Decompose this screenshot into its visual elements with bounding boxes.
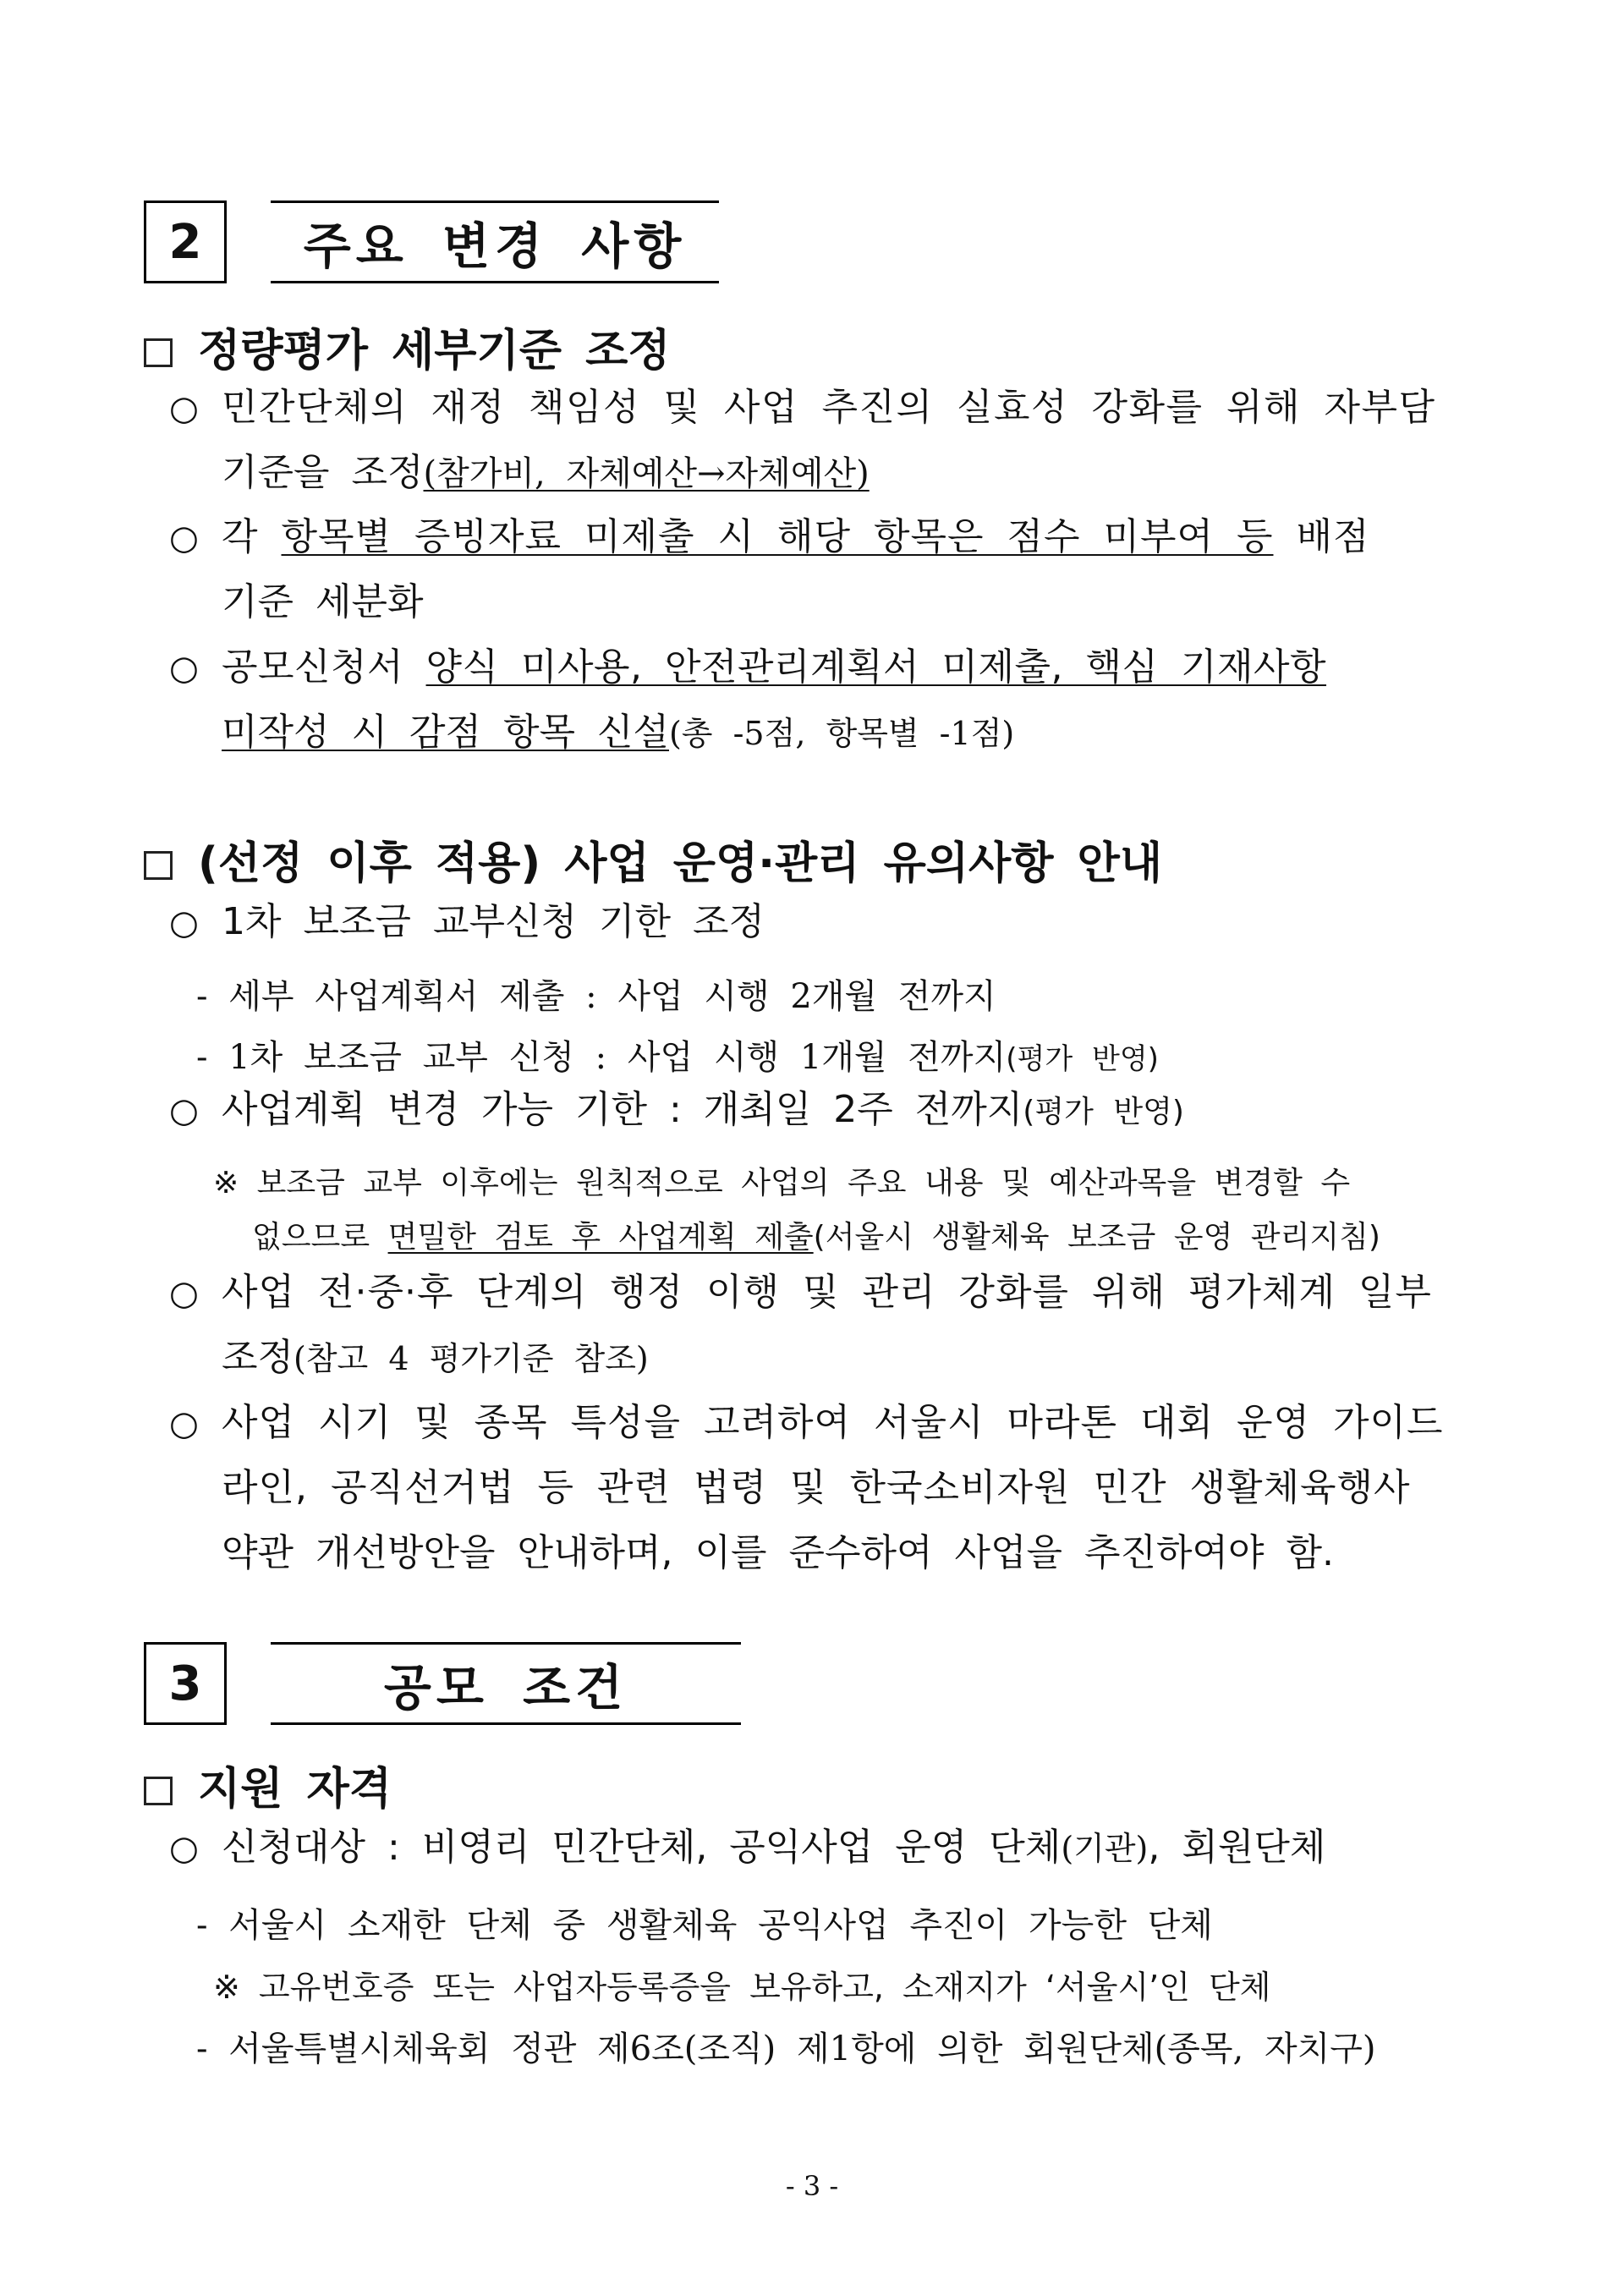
bullet-circle-icon: ○ <box>169 649 199 688</box>
note-line: 없으므로 면밀한 검토 후 사업계획 제출(서울시 생활체육 보조금 운영 관리지침) <box>252 1220 1380 1255</box>
sub-heading-2: (선정 이후 적용) 사업 운영·관리 유의사항 안내 <box>144 827 1162 891</box>
bullet-circle-icon: ○ <box>169 519 199 558</box>
text-line: 사업 시기 및 종목 특성을 고려하여 서울시 마라톤 대회 운영 가이드 <box>222 1401 1444 1444</box>
bullet-circle-icon: ○ <box>169 1829 199 1868</box>
bullet-circle-icon: ○ <box>169 904 199 942</box>
sub-heading-1: 정량평가 세부기준 조정 <box>144 315 671 378</box>
dash-item: - 1차 보조금 교부 신청 : 사업 시행 1개월 전까지(평가 반영) <box>196 1038 1159 1077</box>
text-line: 각 항목별 증빙자료 미제출 시 해당 항목은 점수 미부여 등 배점 <box>222 515 1370 558</box>
page-number: - 3 - <box>785 2170 839 2202</box>
text-line: 미작성 시 감점 항목 신설(총 -5점, 항목별 -1점) <box>222 711 1015 754</box>
text-line: 1차 보조금 교부신청 기한 조정 <box>222 900 765 943</box>
dash-item: - 서울시 소재한 단체 중 생활체육 공익사업 추진이 가능한 단체 <box>196 1906 1213 1945</box>
sub-heading-3: 지원 자격 <box>144 1753 392 1816</box>
text-line: 신청대상 : 비영리 민간단체, 공익사업 운영 단체(기관), 회원단체 <box>222 1826 1326 1869</box>
section-number-box: 3 <box>144 1642 227 1725</box>
checkbox-square-icon <box>144 1777 173 1805</box>
bullet-circle-icon: ○ <box>169 1091 199 1130</box>
text-line: 조정(참고 4 평가기준 참조) <box>222 1336 649 1379</box>
text-line: 사업계획 변경 가능 기한 : 개최일 2주 전까지(평가 반영) <box>222 1088 1184 1131</box>
dash-item: - 서울특별시체육회 정관 제6조(조직) 제1항에 의한 회원단체(종목, 자치구) <box>196 2030 1376 2068</box>
section-title: 공모 조건 <box>271 1642 741 1725</box>
text-line: 라인, 공직선거법 등 관련 법령 및 한국소비자원 민간 생활체육행사 <box>222 1466 1411 1509</box>
note-line: ※ 보조금 교부 이후에는 원칙적으로 사업의 주요 내용 및 예산과목을 변경할 수 <box>213 1166 1351 1200</box>
text-line: 사업 전·중·후 단계의 행정 이행 및 관리 강화를 위해 평가체계 일부 <box>222 1271 1432 1314</box>
text-line: 공모신청서 양식 미사용, 안전관리계획서 미제출, 핵심 기재사항 <box>222 645 1327 689</box>
text-line: 약관 개선방안을 안내하며, 이를 준수하여 사업을 추진하여야 함. <box>222 1531 1334 1574</box>
bullet-circle-icon: ○ <box>169 389 199 428</box>
checkbox-square-icon <box>144 338 173 367</box>
bullet-circle-icon: ○ <box>169 1274 199 1313</box>
text-line: 기준을 조정(참가비, 자체예산→자체예산) <box>222 451 870 494</box>
bullet-circle-icon: ○ <box>169 1404 199 1443</box>
dash-item: - 세부 사업계획서 제출 : 사업 시행 2개월 전까지 <box>196 977 996 1016</box>
section-title: 주요 변경 사항 <box>271 200 719 283</box>
note-line: ※ 고유번호증 또는 사업자등록증을 보유하고, 소재지가 ‘서울시’인 단체 <box>213 1969 1271 2006</box>
text-line: 기준 세분화 <box>222 580 424 623</box>
text-line: 민간단체의 재정 책임성 및 사업 추진의 실효성 강화를 위해 자부담 <box>222 386 1436 429</box>
checkbox-square-icon <box>144 851 173 880</box>
section-number-box: 2 <box>144 200 227 283</box>
